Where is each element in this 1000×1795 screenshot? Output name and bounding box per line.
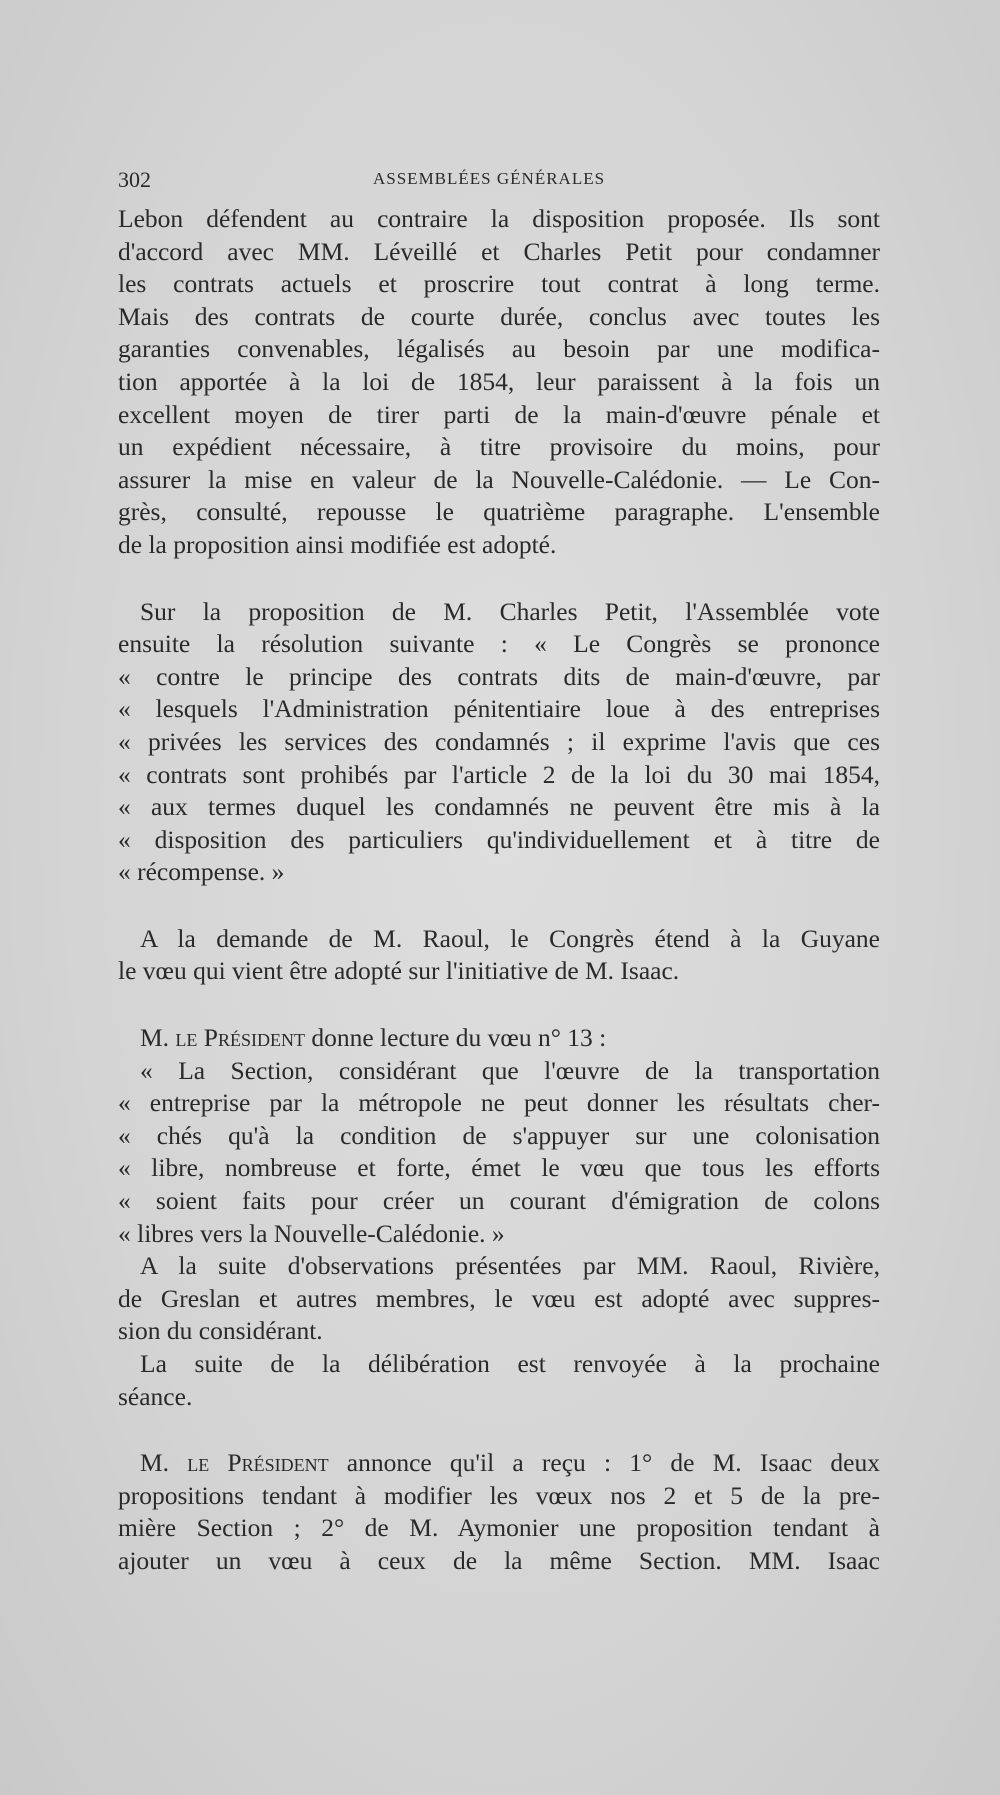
text-line: « aux termes duquel les condamnés ne peuvent être mis à la	[118, 792, 880, 822]
paragraph-1	[118, 203, 880, 562]
page-number: 302	[118, 167, 151, 192]
paragraph-gap	[118, 889, 880, 923]
text-line: propositions tendant à modifier les vœux nos 2 et 5 de la pre-	[118, 1480, 880, 1510]
president-label: M. le Président	[140, 1023, 305, 1053]
text-line: de Greslan et autres membres, le vœu est adopté avec suppres-	[118, 1283, 880, 1313]
text-line: « La Section, considérant que l'œuvre de la transportation	[140, 1055, 880, 1085]
text-line: assurer la mise en valeur de la Nouvelle-Calédonie. — Le Con-	[118, 464, 880, 494]
text-line: un expédient nécessaire, à titre provisoire du moins, pour	[118, 432, 880, 462]
text-line: les contrats actuels et proscrire tout contrat à long terme.	[118, 269, 880, 299]
text-line: ensuite la résolution suivante : « Le Congrès se prononce	[118, 629, 880, 659]
text-line: Lebon défendent au contraire la disposition proposée. Ils sont	[118, 204, 880, 233]
text-line: « récompense. »	[118, 857, 285, 887]
paragraph-5	[118, 1447, 880, 1577]
text-line: « contrats sont prohibés par l'article 2 de la loi du 30 mai 1854,	[118, 759, 880, 789]
text-line: excellent moyen de tirer parti de la main-d'œuvre pénale et	[118, 399, 880, 429]
text-line: « disposition des particuliers qu'individuellement et à titre de	[118, 824, 880, 854]
text-line: « entreprise par la métropole ne peut donner les résultats cher-	[118, 1088, 880, 1118]
paragraph-gap	[118, 988, 880, 1022]
paragraph-3	[118, 923, 880, 988]
text-line: A la suite d'observations présentées par MM. Raoul, Rivière,	[140, 1251, 880, 1281]
text-line: sion du considérant.	[118, 1316, 323, 1346]
paragraph-gap	[118, 562, 880, 596]
body-text	[118, 203, 880, 1578]
text-line: d'accord avec MM. Léveillé et Charles Petit pour condamner	[118, 236, 880, 266]
text-line: séance.	[118, 1381, 193, 1411]
text-line: La suite de la délibération est renvoyée à la prochaine	[140, 1349, 880, 1378]
text-line: A la demande de M. Raoul, le Congrès étend à la Guyane	[140, 923, 880, 953]
president-label: M. le Président	[140, 1448, 329, 1478]
text-line: « libre, nombreuse et forte, émet le vœu que tous les efforts	[118, 1153, 880, 1183]
paragraph-2	[118, 596, 880, 889]
text-line	[118, 1447, 880, 1480]
text-line: « soient faits pour créer un courant d'émigration de colons	[118, 1186, 880, 1216]
text-line: garanties convenables, légalisés au besoin par une modifica-	[118, 334, 880, 364]
text-line: « chés qu'à la condition de s'appuyer sur une colonisation	[118, 1120, 880, 1150]
text-line: « lesquels l'Administration pénitentiaire loue à des entreprises	[118, 694, 880, 724]
text-fragment: annonce qu'il a reçu : 1° de M. Isaac deux	[328, 1448, 880, 1478]
text-line: le vœu qui vient être adopté sur l'initiative de M. Isaac.	[118, 956, 680, 986]
text-line: Sur la proposition de M. Charles Petit, l'Assemblée vote	[140, 596, 880, 626]
text-line: « contre le principe des contrats dits de main-d'œuvre, par	[118, 661, 880, 691]
text-line	[118, 1022, 880, 1055]
text-fragment: donne lecture du vœu n° 13 :	[304, 1023, 607, 1053]
text-line: grès, consulté, repousse le quatrième paragraphe. L'ensemble	[118, 497, 880, 527]
paragraph-4	[118, 1022, 880, 1413]
text-line: mière Section ; 2° de M. Aymonier une proposition tendant à	[118, 1513, 880, 1543]
text-line: « privées les services des condamnés ; il exprime l'avis que ces	[118, 726, 880, 756]
page-header	[118, 167, 878, 197]
text-line: de la proposition ainsi modifiée est adopté.	[118, 529, 557, 559]
text-line: « libres vers la Nouvelle-Calédonie. »	[118, 1218, 505, 1248]
text-line: ajouter un vœu à ceux de la même Section. MM. Isaac	[118, 1545, 880, 1575]
running-head: ASSEMBLÉES GÉNÉRALES	[373, 169, 606, 188]
paragraph-gap	[118, 1413, 880, 1447]
text-line: tion apportée à la loi de 1854, leur paraissent à la fois un	[118, 366, 880, 396]
text-line: Mais des contrats de courte durée, conclus avec toutes les	[118, 301, 880, 331]
